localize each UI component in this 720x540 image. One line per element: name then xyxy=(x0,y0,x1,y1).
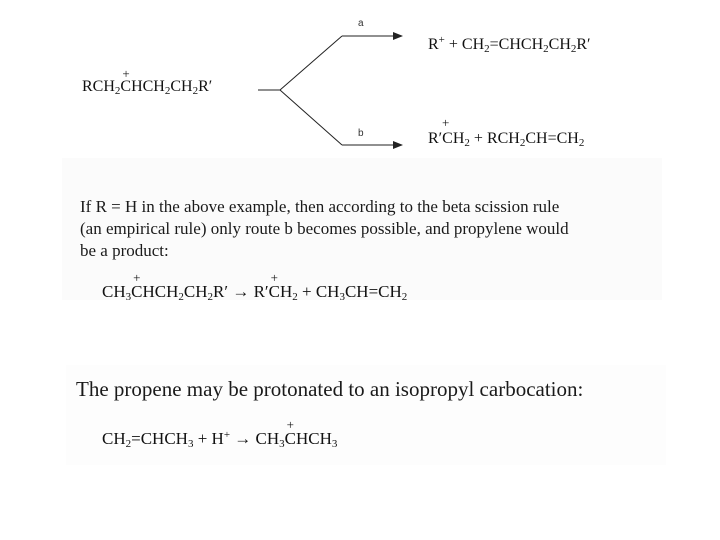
panel1-line1: If R = H in the above example, then according to the beta scission rule xyxy=(80,197,560,216)
cation: R xyxy=(428,36,439,53)
carbocation-center xyxy=(284,417,297,449)
subscript: 3 xyxy=(187,438,194,450)
route-a-label: a xyxy=(358,18,364,29)
charge: + xyxy=(438,34,445,46)
charge: + xyxy=(223,429,231,441)
plus-sign: + xyxy=(473,130,483,147)
subscript: 2 xyxy=(164,85,171,97)
panel1-line2: (an empirical rule) only route b becomes possible, and propylene would xyxy=(80,219,569,238)
positive-charge: + xyxy=(270,270,278,285)
eq-part: R′ xyxy=(253,282,269,301)
positive-charge: + xyxy=(442,115,450,130)
panel1-equation xyxy=(102,270,408,303)
subscript: 2 xyxy=(464,137,470,149)
route-a-products xyxy=(428,36,591,54)
carbocation-center xyxy=(268,270,280,302)
eq-part: CH xyxy=(183,282,208,301)
reactant-part: RCH xyxy=(82,78,115,95)
panel1-line3: be a product: xyxy=(80,241,169,260)
eq-part: CH xyxy=(255,429,280,448)
cation: R′CH xyxy=(428,130,465,147)
product-part: CH=CH xyxy=(525,130,579,147)
carbon: C xyxy=(131,282,143,301)
eq-part: R′ xyxy=(213,282,229,301)
product-part: CH xyxy=(461,36,485,53)
subscript: 3 xyxy=(279,438,285,450)
carbocation-center xyxy=(131,270,143,302)
subscript: 2 xyxy=(125,438,132,450)
subscript: 3 xyxy=(125,291,132,303)
reactant-part: R′ xyxy=(198,78,213,95)
reactant-part: HCH xyxy=(131,78,165,95)
subscript: 2 xyxy=(207,291,213,303)
eq-part: CH xyxy=(102,429,126,448)
carbon: C xyxy=(120,78,132,95)
branch-line-b xyxy=(280,90,342,145)
product-part: RCH xyxy=(486,130,520,147)
subscript: 2 xyxy=(519,137,526,149)
plus-sign: + xyxy=(197,429,208,448)
subscript: 2 xyxy=(543,43,549,55)
protonation-panel xyxy=(66,365,666,465)
plus-sign: + xyxy=(302,282,312,301)
plus-sign: + xyxy=(448,36,458,53)
route-b-products xyxy=(428,115,585,149)
subscript: 2 xyxy=(192,85,199,97)
product-part: =CHCH xyxy=(489,36,544,53)
eq-part: =CHCH xyxy=(131,429,188,448)
positive-charge: + xyxy=(286,417,295,432)
panel2-equation xyxy=(102,417,338,450)
eq-part: CH xyxy=(315,282,340,301)
subscript: 3 xyxy=(331,438,338,450)
carbon: C xyxy=(268,282,280,301)
eq-part: HCH xyxy=(296,429,332,448)
positive-charge: + xyxy=(133,270,141,285)
proton: H xyxy=(211,429,224,448)
subscript: 2 xyxy=(178,291,184,303)
eq-part: CH=CH xyxy=(344,282,402,301)
positive-charge: + xyxy=(122,66,130,81)
branch-line-a xyxy=(280,36,342,90)
reaction-arrow: → xyxy=(232,282,250,301)
eq-part: HCH xyxy=(142,282,179,301)
product-part: R′ xyxy=(576,36,591,53)
cation-b xyxy=(428,115,465,148)
reaction-arrow: → xyxy=(234,429,252,448)
reactant-part: CH xyxy=(170,78,193,95)
panel2-line1: The propene may be protonated to an isopropyl carbocation: xyxy=(76,377,584,401)
eq-part: H xyxy=(279,282,293,301)
carbon: C xyxy=(284,429,297,448)
eq-part: CH xyxy=(102,282,126,301)
subscript: 2 xyxy=(114,85,121,97)
subscript: 2 xyxy=(484,43,490,55)
subscript: 2 xyxy=(570,43,577,55)
beta-scission-panel xyxy=(62,158,662,303)
route-b-label: b xyxy=(358,128,364,139)
product-part: CH xyxy=(548,36,571,53)
subscript: 2 xyxy=(292,291,298,303)
subscript: 3 xyxy=(339,291,345,303)
subscript: 2 xyxy=(578,137,585,149)
subscript: 2 xyxy=(401,291,408,303)
